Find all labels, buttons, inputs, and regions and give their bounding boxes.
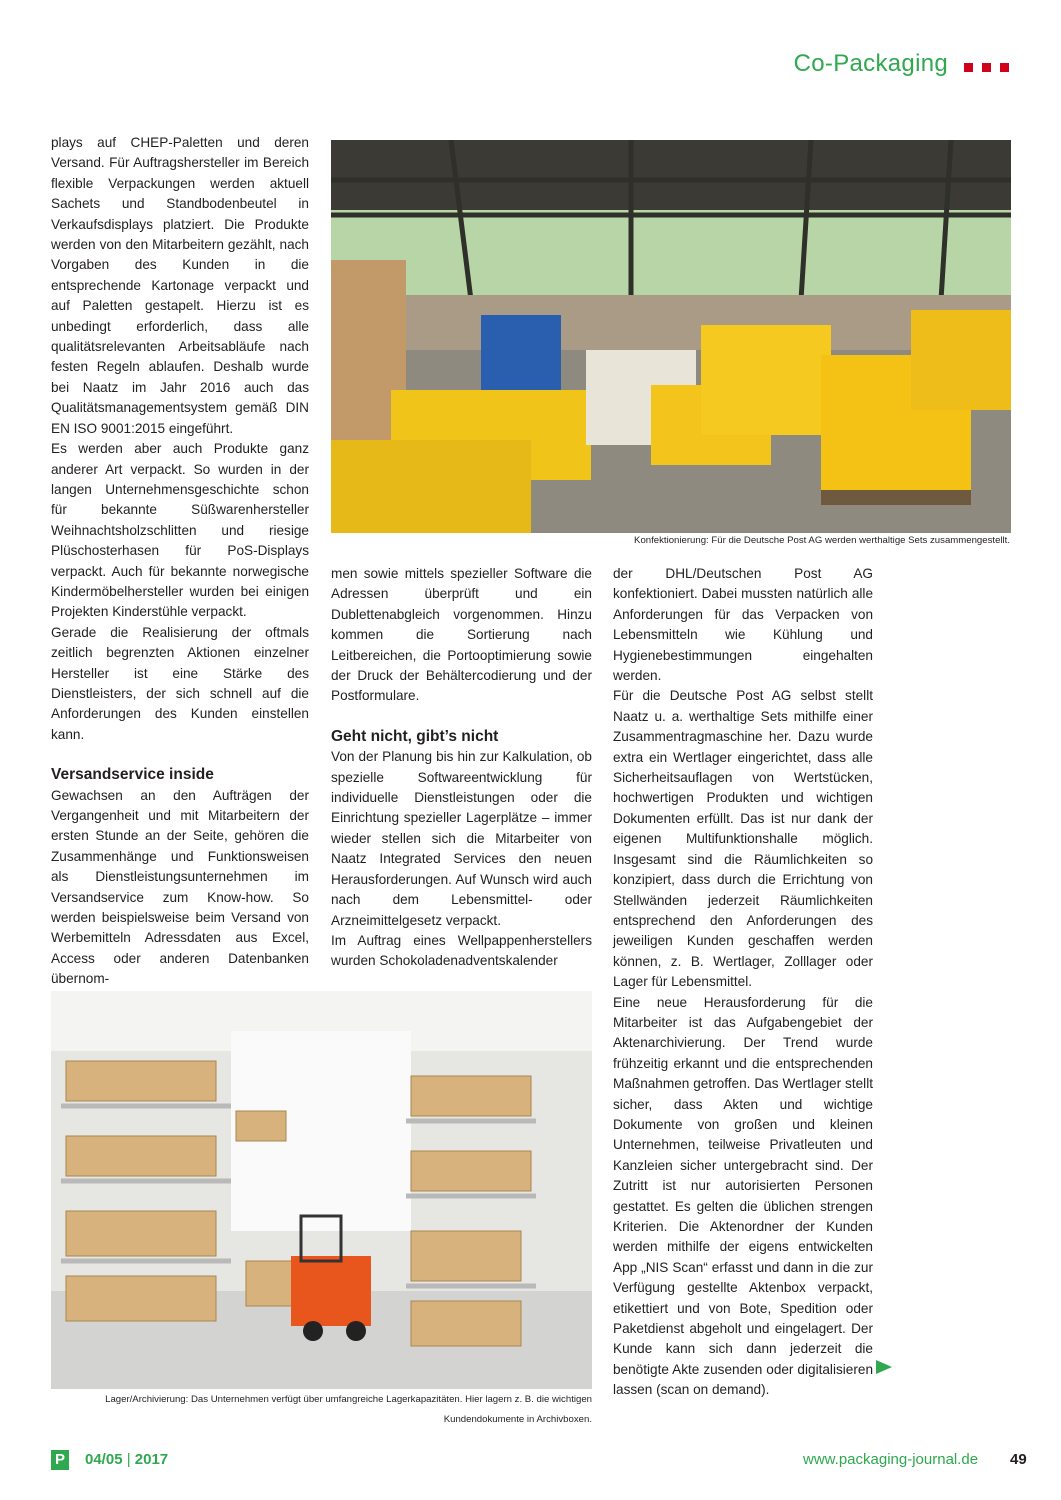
- col2-paragraph-3: Im Auftrag eines Wellpappenherstellers wurden Schokoladenadventskalender: [331, 932, 592, 969]
- col1-paragraph-3: Gerade die Realisierung der oftmals zeitlich begrenzten Aktionen einzelner Hersteller ist eine Stärke des Dienstleisters, der sich schnell auf die Anforderungen des Kunden einstellen kann.: [51, 624, 309, 742]
- col1-paragraph-2: Es werden aber auch Produkte ganz anderer Art verpackt. So wurden in der langen Unternehmensgeschichte schon für bekannte Süßwarenhersteller Weihnachtsholzschlitten und riesige Plüschosterhasen für PoS-Displays verpackt. Auch für bekannte norwegische Kindermöbelhersteller wurden bei einigen Projekten Kinderstühle verpackt.: [51, 441, 309, 620]
- col3-paragraph-3: Eine neue Herausforderung für die Mitarbeiter ist das Aufgabengebiet der Aktenarchivierung. Der Trend wurde frühzeitig erkannt und die entsprechenden Maßnahmen getroffen. Das Wertlager stellt sicher, dass Akten und wichtige Dokumente von großen und kleinen Unternehmen, teilweise Privatleuten und Kanzleien sicher untergebracht sind. Der Zutritt ist nur autorisierten Personen gestattet. Es gelten die üblichen strengen Kriterien. Die Aktenordner der Kunden werden mithilfe der eigens entwickelten App „NIS Scan“ erfasst und dann in die zur Verfügung gestellte Aktenbox verpackt, etikettiert und von Bote, Spedition oder Paketdienst abgeholt und eingelagert. Der Kunde kann sich dann jederzeit die benötigte Akte zusenden oder digitalisieren lassen (scan on demand).: [613, 994, 873, 1398]
- heading-versandservice: Versandservice inside: [51, 766, 214, 784]
- col1-paragraph-4: Gewachsen an den Aufträgen der Vergangenheit und mit Mitarbeitern der ersten Stunde an der Seite, gehören die Zusammenhänge und Funktionsweisen als Dienstleistungsunternehmen im Versandservice zum Know-how. So werden beispielsweise beim Versand von Werbemitteln Adressdaten aus Excel, Access oder anderen Datenbanken übernom-: [51, 787, 309, 987]
- issue-year: 2017: [134, 1451, 169, 1468]
- photo2-caption-line-2: Kundendokumente in Archivboxen.: [443, 1414, 592, 1425]
- col2-paragraph-1: men sowie mittels spezieller Software die Adressen überprüft und ein Dublettenabgleich vorgenommen. Hinzu kommen die Sortierung nach Leitbereichen, die Portooptimierung sowie der Druck der Behältercodierung und der Postformulare.: [331, 566, 592, 704]
- section-title: Co-Packaging: [793, 50, 948, 77]
- col1-paragraph-1: plays auf CHEP-Paletten und deren Versand. Für Auftragshersteller im Bereich flexible Verpackungen werden aktuell Sachets und Standbodenbeutel in Verkaufsdisplays platziert. Die Produkte werden von den Mitarbeitern gezählt, nach Vorgaben des Kunden in die entsprechende Kartonage verpackt und auf Paletten gestapelt. Hierzu ist es unbedingt erforderlich, dass alle qualitätsrelevanten Arbeitsabläufe nach festen Regeln ablaufen. Deshalb wurde bei Naatz im Jahr 2016 auch das Qualitätsmanagementsystem gemäß DIN EN ISO 9001:2015 eingeführt.: [51, 135, 309, 436]
- column-2: [331, 564, 592, 972]
- column-1: [51, 133, 309, 990]
- header-squares: [955, 63, 1009, 72]
- photo2-caption: [51, 1390, 592, 1430]
- photo2-caption-line-1: Lager/Archivierung: Das Unternehmen verfügt über umfangreiche Lagerkapazitäten. Hier lagern z. B. die wichtigen: [105, 1394, 592, 1405]
- page-number: 49: [1010, 1451, 1027, 1468]
- col3-paragraph-1: der DHL/Deutschen Post AG konfektioniert. Dabei mussten natürlich alle Anforderungen für das Verpacken von Lebensmitteln wie Kühlung und Hygienebestimmungen eingehalten werden.: [613, 566, 873, 684]
- section-header: [794, 50, 1009, 78]
- website-url[interactable]: www.packaging-journal.de: [803, 1451, 979, 1468]
- issue-months: 04/05: [85, 1451, 123, 1468]
- heading-geht-nicht: Geht nicht, gibt’s nicht: [331, 727, 499, 745]
- photo1-caption: Konfektionierung: Für die Deutsche Post AG werden werthaltige Sets zusammengestellt.: [634, 535, 1010, 546]
- photo-warehouse: [51, 991, 592, 1389]
- journal-logo-icon: P: [51, 1450, 69, 1470]
- column-3: [613, 564, 873, 1401]
- col3-paragraph-2: Für die Deutsche Post AG selbst stellt Naatz u. a. werthaltige Sets mithilfe einer Zusammentragmaschine her. Dazu wurde extra ein Wertlager eingerichtet, dass alle Sicherheitsauflagen von Wertstücken, hochwertigen Produkten und wichtigen Dokumenten erfüllt. Das ist nur dank der eigenen Multifunktionshalle möglich. Insgesamt sind die Räumlichkeiten so konzipiert, dass durch die Errichtung von Stellwänden jederzeit Räumlichkeiten entsprechend den Anforderungen des jeweiligen Kunden geschaffen werden können, z. B. Wertlager, Zolllager oder Lager für Lebensmittel.: [613, 688, 873, 990]
- continue-arrow-icon: [876, 1360, 892, 1374]
- issue-separator: |: [122, 1451, 135, 1468]
- photo-packaging-hall: [331, 140, 1011, 533]
- col2-paragraph-2: Von der Planung bis hin zur Kalkulation, ob spezielle Softwareentwicklung für individuelle Dienstleistungen oder die Einrichtung spezieller Lagerplätze – immer wieder stellen sich die Mitarbeiter von Naatz Integrated Services den neuen Herausforderungen. Auf Wunsch wird auch nach dem Lebensmittel- oder Arzneimittelgesetz verpackt.: [331, 749, 592, 928]
- issue-number: [85, 1451, 168, 1468]
